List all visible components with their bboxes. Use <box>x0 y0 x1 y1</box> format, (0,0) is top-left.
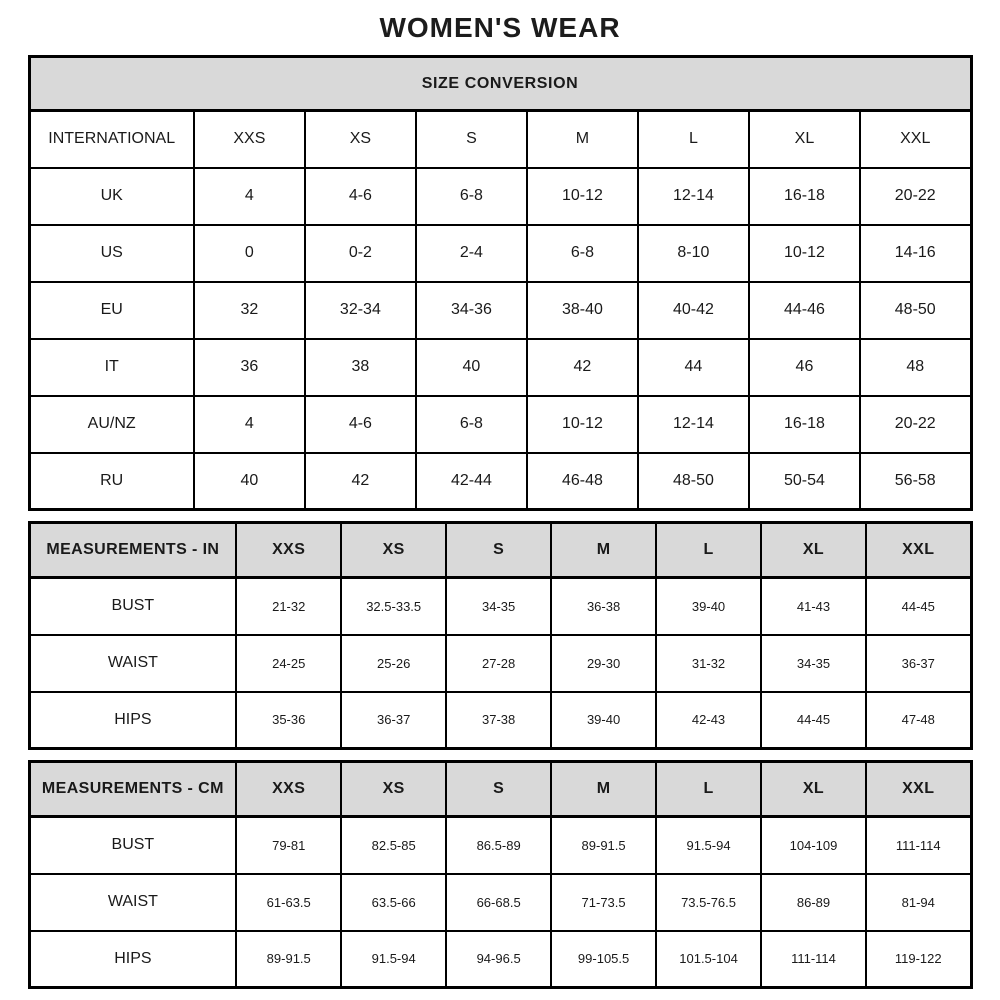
value-cell: 27-28 <box>446 635 551 692</box>
value-cell: 25-26 <box>341 635 446 692</box>
value-cell: 6-8 <box>416 168 527 225</box>
value-cell: 12-14 <box>638 168 749 225</box>
header-size-cell: S <box>446 762 551 817</box>
value-cell: 91.5-94 <box>656 817 761 874</box>
value-cell: 50-54 <box>749 453 860 510</box>
row-label-cell: WAIST <box>29 874 236 931</box>
header-size-cell: XL <box>761 762 866 817</box>
row-label-cell: AU/NZ <box>29 396 194 453</box>
value-cell: 39-40 <box>551 692 656 749</box>
value-cell: 12-14 <box>638 396 749 453</box>
value-cell: 82.5-85 <box>341 817 446 874</box>
value-cell: 94-96.5 <box>446 931 551 988</box>
row-label-cell: EU <box>29 282 194 339</box>
header-label-cell: MEASUREMENTS - CM <box>29 762 236 817</box>
value-cell: 36-38 <box>551 578 656 635</box>
value-cell: 0-2 <box>305 225 416 282</box>
value-cell: 4 <box>194 168 305 225</box>
value-cell: 4-6 <box>305 396 416 453</box>
value-cell: 71-73.5 <box>551 874 656 931</box>
value-cell: 42 <box>305 453 416 510</box>
value-cell: 34-35 <box>446 578 551 635</box>
value-cell: 44 <box>638 339 749 396</box>
row-label-cell: BUST <box>29 578 236 635</box>
value-cell: 36 <box>194 339 305 396</box>
header-size-cell: XL <box>761 523 866 578</box>
row-label-cell: HIPS <box>29 692 236 749</box>
measurements-cm-table <box>28 760 973 989</box>
value-cell: 56-58 <box>860 453 971 510</box>
value-cell: 16-18 <box>749 396 860 453</box>
header-size-cell: XS <box>341 523 446 578</box>
value-cell: 42 <box>527 339 638 396</box>
value-cell: 36-37 <box>341 692 446 749</box>
value-cell: 79-81 <box>236 817 341 874</box>
header-size-cell: XL <box>749 111 860 168</box>
value-cell: 104-109 <box>761 817 866 874</box>
value-cell: 47-48 <box>866 692 971 749</box>
table-row <box>29 396 971 453</box>
value-cell: 44-46 <box>749 282 860 339</box>
value-cell: 20-22 <box>860 396 971 453</box>
value-cell: 38-40 <box>527 282 638 339</box>
value-cell: 4-6 <box>305 168 416 225</box>
row-label-cell: RU <box>29 453 194 510</box>
value-cell: 29-30 <box>551 635 656 692</box>
table-row <box>29 168 971 225</box>
value-cell: 46-48 <box>527 453 638 510</box>
header-size-cell: S <box>416 111 527 168</box>
value-cell: 10-12 <box>527 396 638 453</box>
size-conversion <box>28 55 973 511</box>
value-cell: 111-114 <box>761 931 866 988</box>
row-label-cell: US <box>29 225 194 282</box>
value-cell: 10-12 <box>527 168 638 225</box>
value-cell: 6-8 <box>527 225 638 282</box>
value-cell: 89-91.5 <box>551 817 656 874</box>
value-cell: 41-43 <box>761 578 866 635</box>
header-size-cell: L <box>638 111 749 168</box>
header-size-cell: XXL <box>866 523 971 578</box>
value-cell: 6-8 <box>416 396 527 453</box>
value-cell: 42-44 <box>416 453 527 510</box>
header-size-cell: S <box>446 523 551 578</box>
value-cell: 10-12 <box>749 225 860 282</box>
table-title: SIZE CONVERSION <box>29 57 971 111</box>
header-size-cell: M <box>527 111 638 168</box>
value-cell: 37-38 <box>446 692 551 749</box>
value-cell: 101.5-104 <box>656 931 761 988</box>
header-size-cell: XXS <box>194 111 305 168</box>
header-size-cell: XS <box>341 762 446 817</box>
value-cell: 31-32 <box>656 635 761 692</box>
header-size-cell: M <box>551 523 656 578</box>
value-cell: 81-94 <box>866 874 971 931</box>
table-row <box>29 817 971 874</box>
table-row <box>29 635 971 692</box>
value-cell: 48-50 <box>638 453 749 510</box>
value-cell: 40-42 <box>638 282 749 339</box>
header-size-cell: M <box>551 762 656 817</box>
header-label-cell: MEASUREMENTS - IN <box>29 523 236 578</box>
value-cell: 40 <box>416 339 527 396</box>
value-cell: 0 <box>194 225 305 282</box>
table-row <box>29 225 971 282</box>
value-cell: 63.5-66 <box>341 874 446 931</box>
value-cell: 20-22 <box>860 168 971 225</box>
value-cell: 61-63.5 <box>236 874 341 931</box>
value-cell: 40 <box>194 453 305 510</box>
table-row <box>29 874 971 931</box>
value-cell: 44-45 <box>761 692 866 749</box>
row-label-cell: IT <box>29 339 194 396</box>
value-cell: 86-89 <box>761 874 866 931</box>
header-size-cell: XS <box>305 111 416 168</box>
value-cell: 24-25 <box>236 635 341 692</box>
value-cell: 21-32 <box>236 578 341 635</box>
header-size-cell: XXL <box>860 111 971 168</box>
value-cell: 34-36 <box>416 282 527 339</box>
header-label-cell: INTERNATIONAL <box>29 111 194 168</box>
header-size-cell: L <box>656 762 761 817</box>
value-cell: 36-37 <box>866 635 971 692</box>
page-title: WOMEN'S WEAR <box>379 11 621 43</box>
value-cell: 32.5-33.5 <box>341 578 446 635</box>
table-row <box>29 578 971 635</box>
value-cell: 8-10 <box>638 225 749 282</box>
value-cell: 14-16 <box>860 225 971 282</box>
value-cell: 119-122 <box>866 931 971 988</box>
measurements-in <box>28 521 973 750</box>
header-size-cell: XXS <box>236 523 341 578</box>
value-cell: 99-105.5 <box>551 931 656 988</box>
value-cell: 42-43 <box>656 692 761 749</box>
value-cell: 39-40 <box>656 578 761 635</box>
table-row <box>29 692 971 749</box>
value-cell: 16-18 <box>749 168 860 225</box>
table-row <box>29 282 971 339</box>
row-label-cell: WAIST <box>29 635 236 692</box>
value-cell: 32 <box>194 282 305 339</box>
value-cell: 111-114 <box>866 817 971 874</box>
value-cell: 44-45 <box>866 578 971 635</box>
row-label-cell: UK <box>29 168 194 225</box>
row-label-cell: HIPS <box>29 931 236 988</box>
value-cell: 38 <box>305 339 416 396</box>
size-conversion-table <box>28 55 973 511</box>
value-cell: 86.5-89 <box>446 817 551 874</box>
table-row <box>29 339 971 396</box>
measurements-cm <box>28 760 973 989</box>
header-size-cell: L <box>656 523 761 578</box>
value-cell: 66-68.5 <box>446 874 551 931</box>
value-cell: 2-4 <box>416 225 527 282</box>
value-cell: 46 <box>749 339 860 396</box>
header-size-cell: XXS <box>236 762 341 817</box>
value-cell: 35-36 <box>236 692 341 749</box>
value-cell: 32-34 <box>305 282 416 339</box>
table-row <box>29 931 971 988</box>
header-size-cell: XXL <box>866 762 971 817</box>
value-cell: 4 <box>194 396 305 453</box>
value-cell: 89-91.5 <box>236 931 341 988</box>
row-label-cell: BUST <box>29 817 236 874</box>
value-cell: 48-50 <box>860 282 971 339</box>
value-cell: 73.5-76.5 <box>656 874 761 931</box>
measurements-in-table <box>28 521 973 750</box>
table-row <box>29 453 971 510</box>
value-cell: 91.5-94 <box>341 931 446 988</box>
value-cell: 34-35 <box>761 635 866 692</box>
value-cell: 48 <box>860 339 971 396</box>
